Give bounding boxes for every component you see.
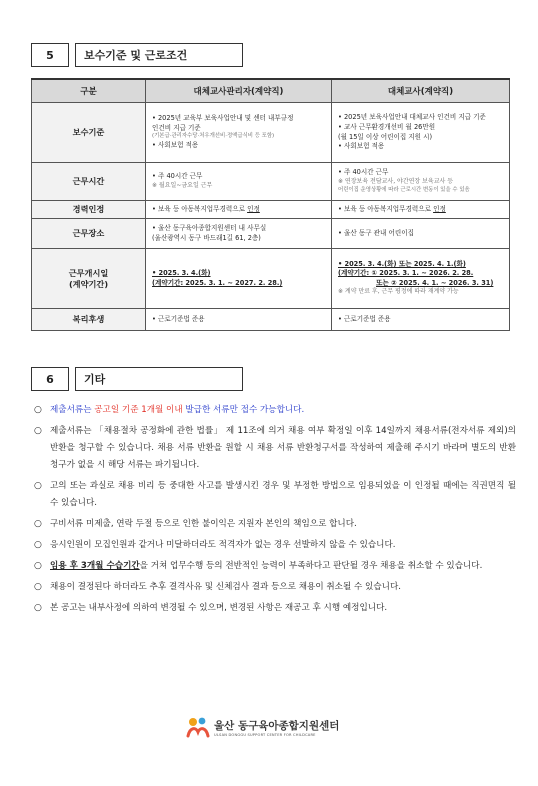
- location-manager-cell: [146, 219, 332, 249]
- text-line: (계약기간: 2025. 3. 1. ~ 2027. 2. 28.): [152, 278, 283, 287]
- start-manager-cell: [146, 249, 332, 309]
- text-line: • 2025. 3. 4.(화): [152, 268, 211, 277]
- notice-list: [34, 402, 516, 621]
- bullet-icon: ○: [34, 426, 42, 436]
- header-manager: 대체교사관리자(계약직): [146, 79, 332, 103]
- text-line: (기본급·관리자수당·처우개선비·정액급식비 등 포함): [152, 133, 275, 140]
- list-item: [34, 423, 516, 474]
- welfare-manager-cell: • 근로기준법 준용: [146, 309, 332, 331]
- hours-manager-cell: [146, 163, 332, 201]
- label-line: (계약기간): [68, 278, 109, 289]
- section-6-title: 기타: [75, 367, 243, 391]
- list-item: [34, 402, 516, 419]
- text-line: (계약기간: ① 2025. 3. 1. ~ 2026. 2. 28.: [338, 269, 474, 278]
- section-5-number: 5: [31, 43, 69, 67]
- text-line: 또는 ② 2025. 4. 1. ~ 2026. 3. 31): [376, 278, 494, 287]
- conditions-table: [31, 78, 510, 331]
- text-line: ※ 연장보육 전담교사, 야간연장 보육교사 등: [338, 178, 454, 186]
- item-text: 응시인원이 모집인원과 같거나 미달하더라도 적격자가 없는 경우 선발하지 않을 수 있습니다.: [50, 540, 396, 550]
- childcare-center-logo-icon: [186, 716, 210, 738]
- row-hours: [32, 163, 510, 201]
- row-label: 근무시간: [32, 163, 146, 201]
- text-line: ※ 계약 만료 후, 근무 평정에 따라 재계약 가능: [338, 288, 459, 296]
- underlined-text: 인정: [433, 204, 446, 213]
- text-line: 인건비 지급 기준: [152, 123, 201, 132]
- text-line: • 울산 동구 관내 어린이집: [338, 228, 414, 237]
- pay-manager-cell: [146, 103, 332, 163]
- row-label: 복리후생: [32, 309, 146, 331]
- bullet-icon: ○: [34, 405, 42, 415]
- start-teacher-cell: [332, 249, 510, 309]
- text-line: • 2025년 교육부 보육사업안내 및 센터 내부규정: [152, 114, 294, 123]
- welfare-teacher-cell: • 근로기준법 준용: [332, 309, 510, 331]
- list-item: [34, 600, 516, 617]
- text: 을 거쳐 업무수행 등의 전반적인 능력이 부족하다고 판단될 경우 채용을 취소할 수 있습니다.: [139, 561, 483, 571]
- item-text: [50, 558, 482, 575]
- text: 제출서류는: [50, 405, 95, 415]
- list-item: [34, 516, 516, 533]
- bullet-icon: ○: [34, 582, 42, 592]
- table-header-row: [32, 79, 510, 103]
- text-line: • 2025. 3. 4.(화) 또는 2025. 4. 1.(화): [338, 259, 466, 268]
- bullet-icon: ○: [34, 540, 42, 550]
- row-pay: [32, 103, 510, 163]
- list-item: [34, 537, 516, 554]
- text-line: • 사회보험 적용: [338, 142, 385, 151]
- org-name: 울산 동구육아종합지원센터: [214, 719, 340, 732]
- underlined-text: 인정: [247, 204, 260, 213]
- career-teacher-cell: [332, 201, 510, 219]
- row-label: [32, 249, 146, 309]
- org-name-en: ULSAN DONGGU SUPPORT CENTER FOR CHILDCARE: [214, 732, 316, 737]
- highlight-text: 공고일 기준 1개월 이내: [94, 405, 183, 415]
- bullet-icon: ○: [34, 603, 42, 613]
- bullet-icon: ○: [34, 481, 42, 491]
- list-item: [34, 478, 516, 512]
- item-text: 고의 또는 과실로 채용 비리 등 중대한 사고를 발생시킨 경우 및 부정한 방법으로 임용되었을 이 인정될 때에는 직권면직 될 수 있습니다.: [50, 481, 516, 508]
- item-text: 구비서류 미제출, 연락 두절 등으로 인한 불이익은 지원자 본인의 책임으로 합니다.: [50, 519, 357, 529]
- row-welfare: [32, 309, 510, 331]
- org-name-block: [214, 718, 339, 737]
- header-category: 구분: [32, 79, 146, 103]
- text-line: • 교사 근무환경개선비 월 26만원: [338, 122, 436, 131]
- org-logo: [186, 716, 339, 738]
- row-career: [32, 201, 510, 219]
- pay-teacher-cell: [332, 103, 510, 163]
- text: • 보육 등 아동복지업무경력으로: [338, 204, 434, 213]
- row-label: 경력인정: [32, 201, 146, 219]
- list-item: [34, 558, 516, 575]
- section-6-number: 6: [31, 367, 69, 391]
- section-5-header: [31, 43, 243, 67]
- item-text: 채용이 결정된다 하더라도 추후 결격사유 및 신체검사 결과 등으로 채용이 취소될 수 있습니다.: [50, 582, 401, 592]
- text-line: (울산광역시 동구 바드래1길 61, 2층): [152, 233, 261, 242]
- bullet-icon: ○: [34, 519, 42, 529]
- text: • 보육 등 아동복지업무경력으로: [152, 204, 248, 213]
- hours-teacher-cell: [332, 163, 510, 201]
- text-line: (월 15일 이상 어린이집 지원 시): [338, 132, 433, 141]
- text: 발급한 서류만 접수 가능합니다.: [182, 405, 305, 415]
- text-line: • 울산 동구육아종합지원센터 내 사무실: [152, 223, 267, 232]
- item-text: 본 공고는 내부사정에 의하여 변경될 수 있으며, 변경된 사항은 재공고 후 시행 예정입니다.: [50, 603, 388, 613]
- text-line: ※ 월요일~금요일 근무: [152, 181, 213, 189]
- bullet-icon: ○: [34, 561, 42, 571]
- header-teacher: 대체교사(계약직): [332, 79, 510, 103]
- row-label: 보수기준: [32, 103, 146, 163]
- row-start-date: [32, 249, 510, 309]
- list-item: [34, 579, 516, 596]
- career-manager-cell: [146, 201, 332, 219]
- section-6-header: [31, 367, 243, 391]
- section-5-title: 보수기준 및 근로조건: [75, 43, 243, 67]
- underlined-text: 임용 후 3개월 수습기간: [50, 561, 140, 571]
- row-location: [32, 219, 510, 249]
- text-line: 어린이집 운영상황에 따라 근로시간 변동이 있을 수 있음: [338, 186, 470, 193]
- text-line: • 2025년 보육사업안내 대체교사 인건비 지급 기준: [338, 113, 486, 122]
- text-line: • 사회보험 적용: [152, 141, 199, 150]
- item-text: 제출서류는 「채용절차 공정화에 관한 법률」 제 11조에 의거 채용 여부 확정일 이후 14일까지 채용서류(전자서류 제외)의 반환을 청구할 수 있습니다. 채용 서류 반환을 원할 시 채용 서류 반환청구서를 작성하여 제출해 주시기 바라며 별도의 반환 청구가 없을 시 해당 서류는 파기됩니다.: [50, 426, 516, 470]
- label-line: 근무개시일: [68, 267, 109, 278]
- text-line: • 주 40시간 근무: [338, 168, 389, 177]
- location-teacher-cell: [332, 219, 510, 249]
- row-label: 근무장소: [32, 219, 146, 249]
- item-text: [50, 402, 304, 419]
- text-line: • 주 40시간 근무: [152, 172, 203, 181]
